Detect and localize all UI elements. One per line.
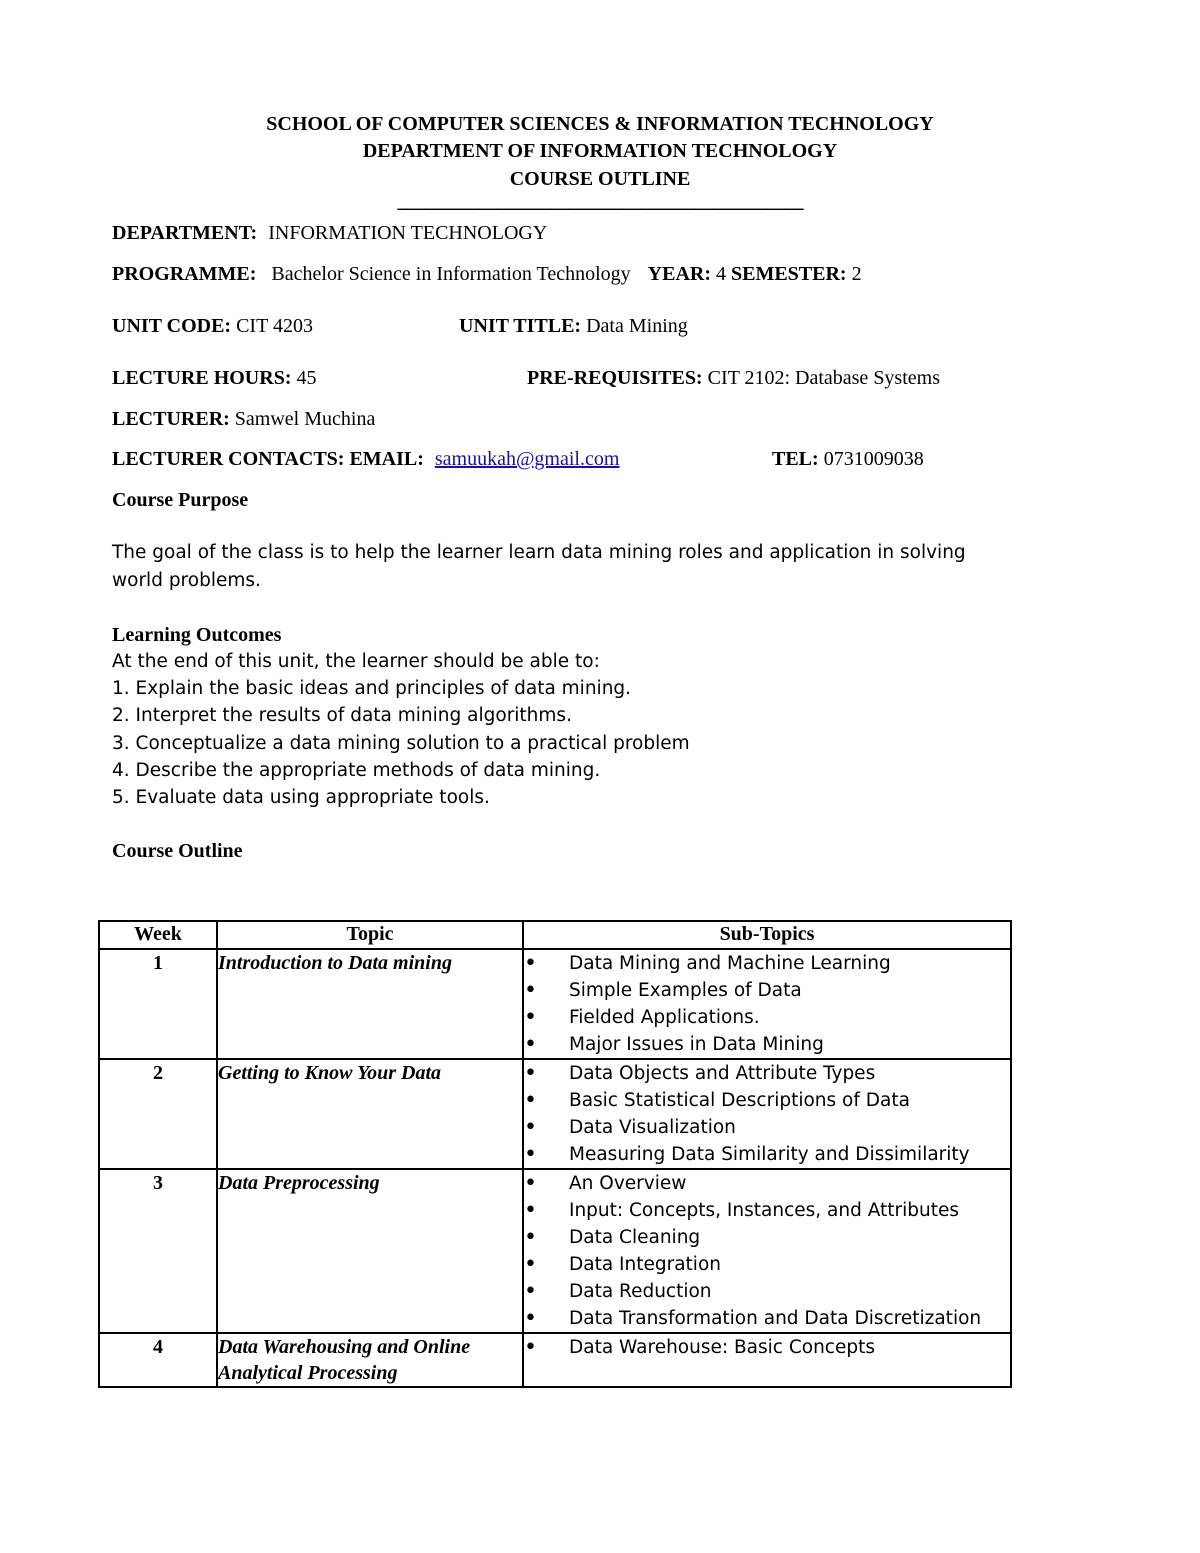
subtopics-cell — [523, 1333, 1011, 1387]
subtopics-cell — [523, 1169, 1011, 1333]
week-cell: 1 — [99, 949, 217, 1059]
subtopic-item: • Data Integration — [524, 1251, 1010, 1278]
tel-row — [772, 448, 924, 471]
contacts-label: LECTURER CONTACTS: EMAIL: — [112, 448, 424, 470]
subtopic-item: • Data Reduction — [524, 1278, 1010, 1305]
year-label: YEAR: — [647, 263, 711, 285]
topic-cell: Data Preprocessing — [217, 1169, 523, 1333]
programme-label: PROGRAMME: — [112, 263, 257, 285]
subtopic-item: • Fielded Applications. — [524, 1004, 1010, 1031]
subtopics-list — [524, 1170, 1010, 1332]
department-label: DEPARTMENT: — [112, 222, 258, 244]
semester-label: SEMESTER: — [731, 263, 847, 285]
course-outline-heading: Course Outline — [112, 840, 243, 862]
course-outline-table — [98, 920, 1012, 1388]
department-row — [112, 222, 547, 245]
learning-outcomes-heading: Learning Outcomes — [112, 624, 282, 646]
unit-title-label: UNIT TITLE: — [459, 315, 582, 337]
prerequisites-label: PRE-REQUISITES: — [527, 367, 703, 389]
learning-outcome-item: 1. Explain the basic ideas and principles of data mining. — [112, 678, 632, 699]
learning-outcome-item: 2. Interpret the results of data mining algorithms. — [112, 705, 572, 726]
lecturer-value: Samwel Muchina — [234, 408, 376, 430]
programme-row — [112, 263, 862, 286]
subtopic-item: • Data Warehouse: Basic Concepts — [524, 1334, 1010, 1361]
unit-code-value: CIT 4203 — [236, 315, 313, 337]
week-cell: 2 — [99, 1059, 217, 1169]
subtopic-item: • Major Issues in Data Mining — [524, 1031, 1010, 1058]
week-cell: 4 — [99, 1333, 217, 1387]
lecture-hours-value: 45 — [296, 367, 317, 389]
lecturer-label: LECTURER: — [112, 408, 230, 430]
learning-outcomes-intro: At the end of this unit, the learner should be able to: — [112, 651, 600, 672]
unit-code-row — [112, 315, 313, 338]
subtopic-item: • Measuring Data Similarity and Dissimilarity — [524, 1141, 1010, 1168]
subtopic-item: • Data Mining and Machine Learning — [524, 950, 1010, 977]
header-rule: _____________________________________________ — [397, 190, 803, 212]
prerequisites-row — [527, 367, 940, 390]
department-title: DEPARTMENT OF INFORMATION TECHNOLOGY — [362, 140, 838, 162]
unit-code-label: UNIT CODE: — [112, 315, 232, 337]
table-row — [99, 949, 1011, 1059]
course-purpose-line-1: The goal of the class is to help the learner learn data mining roles and application in solving — [112, 542, 966, 563]
learning-outcome-item: 3. Conceptualize a data mining solution to a practical problem — [112, 733, 690, 754]
topic-cell: Data Warehousing and Online Analytical Processing — [217, 1333, 523, 1387]
subtopic-item: • Data Objects and Attribute Types — [524, 1060, 1010, 1087]
course-purpose-line-2: world problems. — [112, 570, 261, 591]
semester-value: 2 — [851, 263, 862, 285]
school-name: SCHOOL OF COMPUTER SCIENCES & INFORMATION TECHNOLOGY — [266, 113, 934, 135]
subtopics-cell — [523, 949, 1011, 1059]
table-row — [99, 1169, 1011, 1333]
tel-value: 0731009038 — [823, 448, 924, 470]
subtopics-list — [524, 950, 1010, 1058]
tel-label: TEL: — [772, 448, 819, 470]
column-header-week: Week — [99, 921, 217, 949]
subtopic-item: • Simple Examples of Data — [524, 977, 1010, 1004]
lecture-hours-label: LECTURE HOURS: — [112, 367, 292, 389]
learning-outcome-item: 4. Describe the appropriate methods of data mining. — [112, 760, 601, 781]
table-row — [99, 1059, 1011, 1169]
lecture-hours-row — [112, 367, 316, 390]
document-title: COURSE OUTLINE — [509, 168, 691, 190]
table-header-row — [99, 921, 1011, 949]
topic-cell: Getting to Know Your Data — [217, 1059, 523, 1169]
topic-cell: Introduction to Data mining — [217, 949, 523, 1059]
unit-title-row — [459, 315, 688, 338]
column-header-topic: Topic — [217, 921, 523, 949]
subtopic-item: • Basic Statistical Descriptions of Data — [524, 1087, 1010, 1114]
week-cell: 3 — [99, 1169, 217, 1333]
programme-value: Bachelor Science in Information Technology — [271, 263, 631, 285]
department-value: INFORMATION TECHNOLOGY — [268, 222, 548, 244]
course-purpose-heading: Course Purpose — [112, 489, 249, 511]
year-value: 4 — [716, 263, 726, 285]
subtopic-item: • Data Cleaning — [524, 1224, 1010, 1251]
subtopic-item: • Data Transformation and Data Discretization — [524, 1305, 1010, 1332]
learning-outcome-item: 5. Evaluate data using appropriate tools. — [112, 787, 490, 808]
contacts-row — [112, 448, 619, 471]
lecturer-row — [112, 408, 375, 431]
column-header-subtopics: Sub-Topics — [523, 921, 1011, 949]
subtopic-item: • Input: Concepts, Instances, and Attributes — [524, 1197, 1010, 1224]
subtopic-item: • Data Visualization — [524, 1114, 1010, 1141]
subtopics-cell — [523, 1059, 1011, 1169]
subtopics-list — [524, 1334, 1010, 1361]
prerequisites-value: CIT 2102: Database Systems — [707, 367, 940, 389]
table-row — [99, 1333, 1011, 1387]
subtopics-list — [524, 1060, 1010, 1168]
email-link[interactable]: samuukah@gmail.com — [434, 448, 620, 470]
subtopic-item: • An Overview — [524, 1170, 1010, 1197]
unit-title-value: Data Mining — [586, 315, 688, 337]
